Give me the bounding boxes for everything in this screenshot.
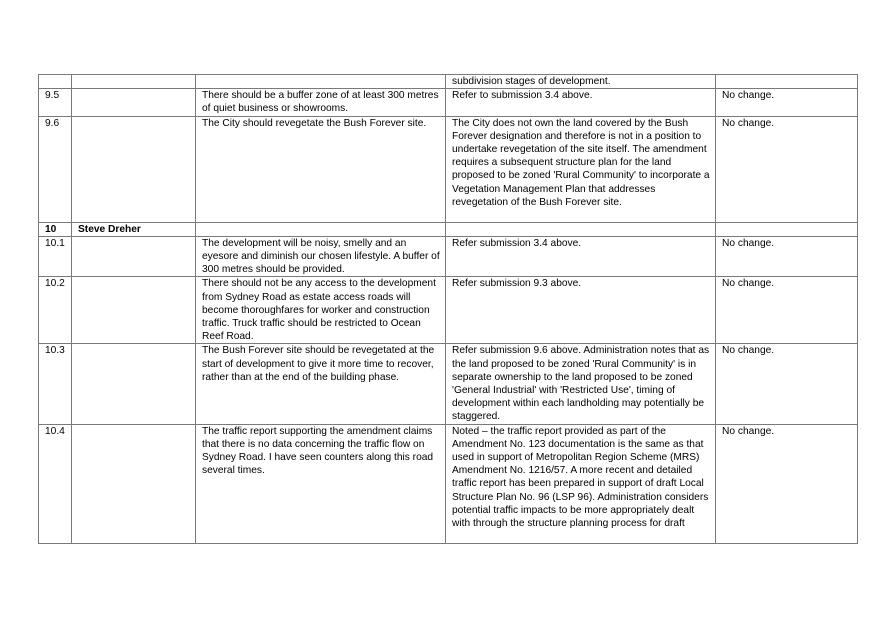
administration-response-cell: subdivision stages of development. <box>446 75 716 89</box>
recommendation-cell: No change. <box>716 236 858 277</box>
administration-response-cell: The City does not own the land covered by the Bush Forever designation and therefore is not in a position to undertake revegetation of the site itself. The amendment requires a subsequent structure plan for the land proposed to be zoned 'Rural Community' to incorporate a Vegetation Management Plan that addresses revegetation of the Bush Forever site. <box>446 116 716 222</box>
recommendation-cell <box>716 222 858 236</box>
administration-response-cell: Refer to submission 3.4 above. <box>446 89 716 116</box>
submission-number-cell: 10.2 <box>39 277 72 344</box>
submission-summary-cell: The traffic report supporting the amendment claims that there is no data concerning the traffic flow on Sydney Road. I have seen counters along this road several times. <box>196 424 446 543</box>
submitter-name-cell <box>72 89 196 116</box>
table-row <box>39 89 858 116</box>
submissions-table <box>38 74 858 544</box>
table-row <box>39 277 858 344</box>
recommendation-cell <box>716 75 858 89</box>
submission-number-cell: 9.5 <box>39 89 72 116</box>
submission-summary-cell <box>196 222 446 236</box>
submitter-name-cell <box>72 344 196 424</box>
submission-number-cell: 10.4 <box>39 424 72 543</box>
submission-number-cell: 9.6 <box>39 116 72 222</box>
table-row <box>39 75 858 89</box>
submission-number-cell: 10.1 <box>39 236 72 277</box>
recommendation-cell: No change. <box>716 424 858 543</box>
submission-summary-cell: There should not be any access to the development from Sydney Road as estate access roads will become thoroughfares for worker and construction traffic. Truck traffic should be restricted to Ocean Reef Road. <box>196 277 446 344</box>
administration-response-cell <box>446 222 716 236</box>
table-row <box>39 424 858 543</box>
submitter-name-cell: Steve Dreher <box>72 222 196 236</box>
administration-response-cell: Refer submission 9.3 above. <box>446 277 716 344</box>
table-row <box>39 116 858 222</box>
submission-summary-cell <box>196 75 446 89</box>
administration-response-cell: Refer submission 9.6 above. Administration notes that as the land proposed to be zoned 'Rural Community' is in separate ownership to the land proposed to be zoned 'General Industrial' with 'Restricted Use', timing of development within each landholding may potentially be staggered. <box>446 344 716 424</box>
table-row <box>39 236 858 277</box>
submission-summary-cell: The City should revegetate the Bush Forever site. <box>196 116 446 222</box>
recommendation-cell: No change. <box>716 344 858 424</box>
submitter-name-cell <box>72 424 196 543</box>
submitter-number-cell: 10 <box>39 222 72 236</box>
recommendation-cell: No change. <box>716 89 858 116</box>
submitter-header-row <box>39 222 858 236</box>
administration-response-cell: Refer submission 3.4 above. <box>446 236 716 277</box>
submitter-name-cell <box>72 75 196 89</box>
submitter-name-cell <box>72 236 196 277</box>
submitter-name-cell <box>72 116 196 222</box>
submission-number-cell: 10.3 <box>39 344 72 424</box>
table-row <box>39 344 858 424</box>
submission-summary-cell: The Bush Forever site should be revegetated at the start of development to give it more time to recover, rather than at the end of the building phase. <box>196 344 446 424</box>
submission-summary-cell: The development will be noisy, smelly and an eyesore and diminish our chosen lifestyle. A buffer of 300 metres should be provided. <box>196 236 446 277</box>
submission-number-cell <box>39 75 72 89</box>
recommendation-cell: No change. <box>716 116 858 222</box>
submitter-name-cell <box>72 277 196 344</box>
submission-summary-cell: There should be a buffer zone of at least 300 metres of quiet business or showrooms. <box>196 89 446 116</box>
recommendation-cell: No change. <box>716 277 858 344</box>
administration-response-cell: Noted – the traffic report provided as part of the Amendment No. 123 documentation is the same as that used in support of Metropolitan Region Scheme (MRS) Amendment No. 1216/57. A more recent and detailed traffic report has been prepared in support of draft Local Structure Plan No. 96 (LSP 96). Administration considers potential traffic impacts to be more appropriately dealt with through the structure planning process for draft <box>446 424 716 543</box>
